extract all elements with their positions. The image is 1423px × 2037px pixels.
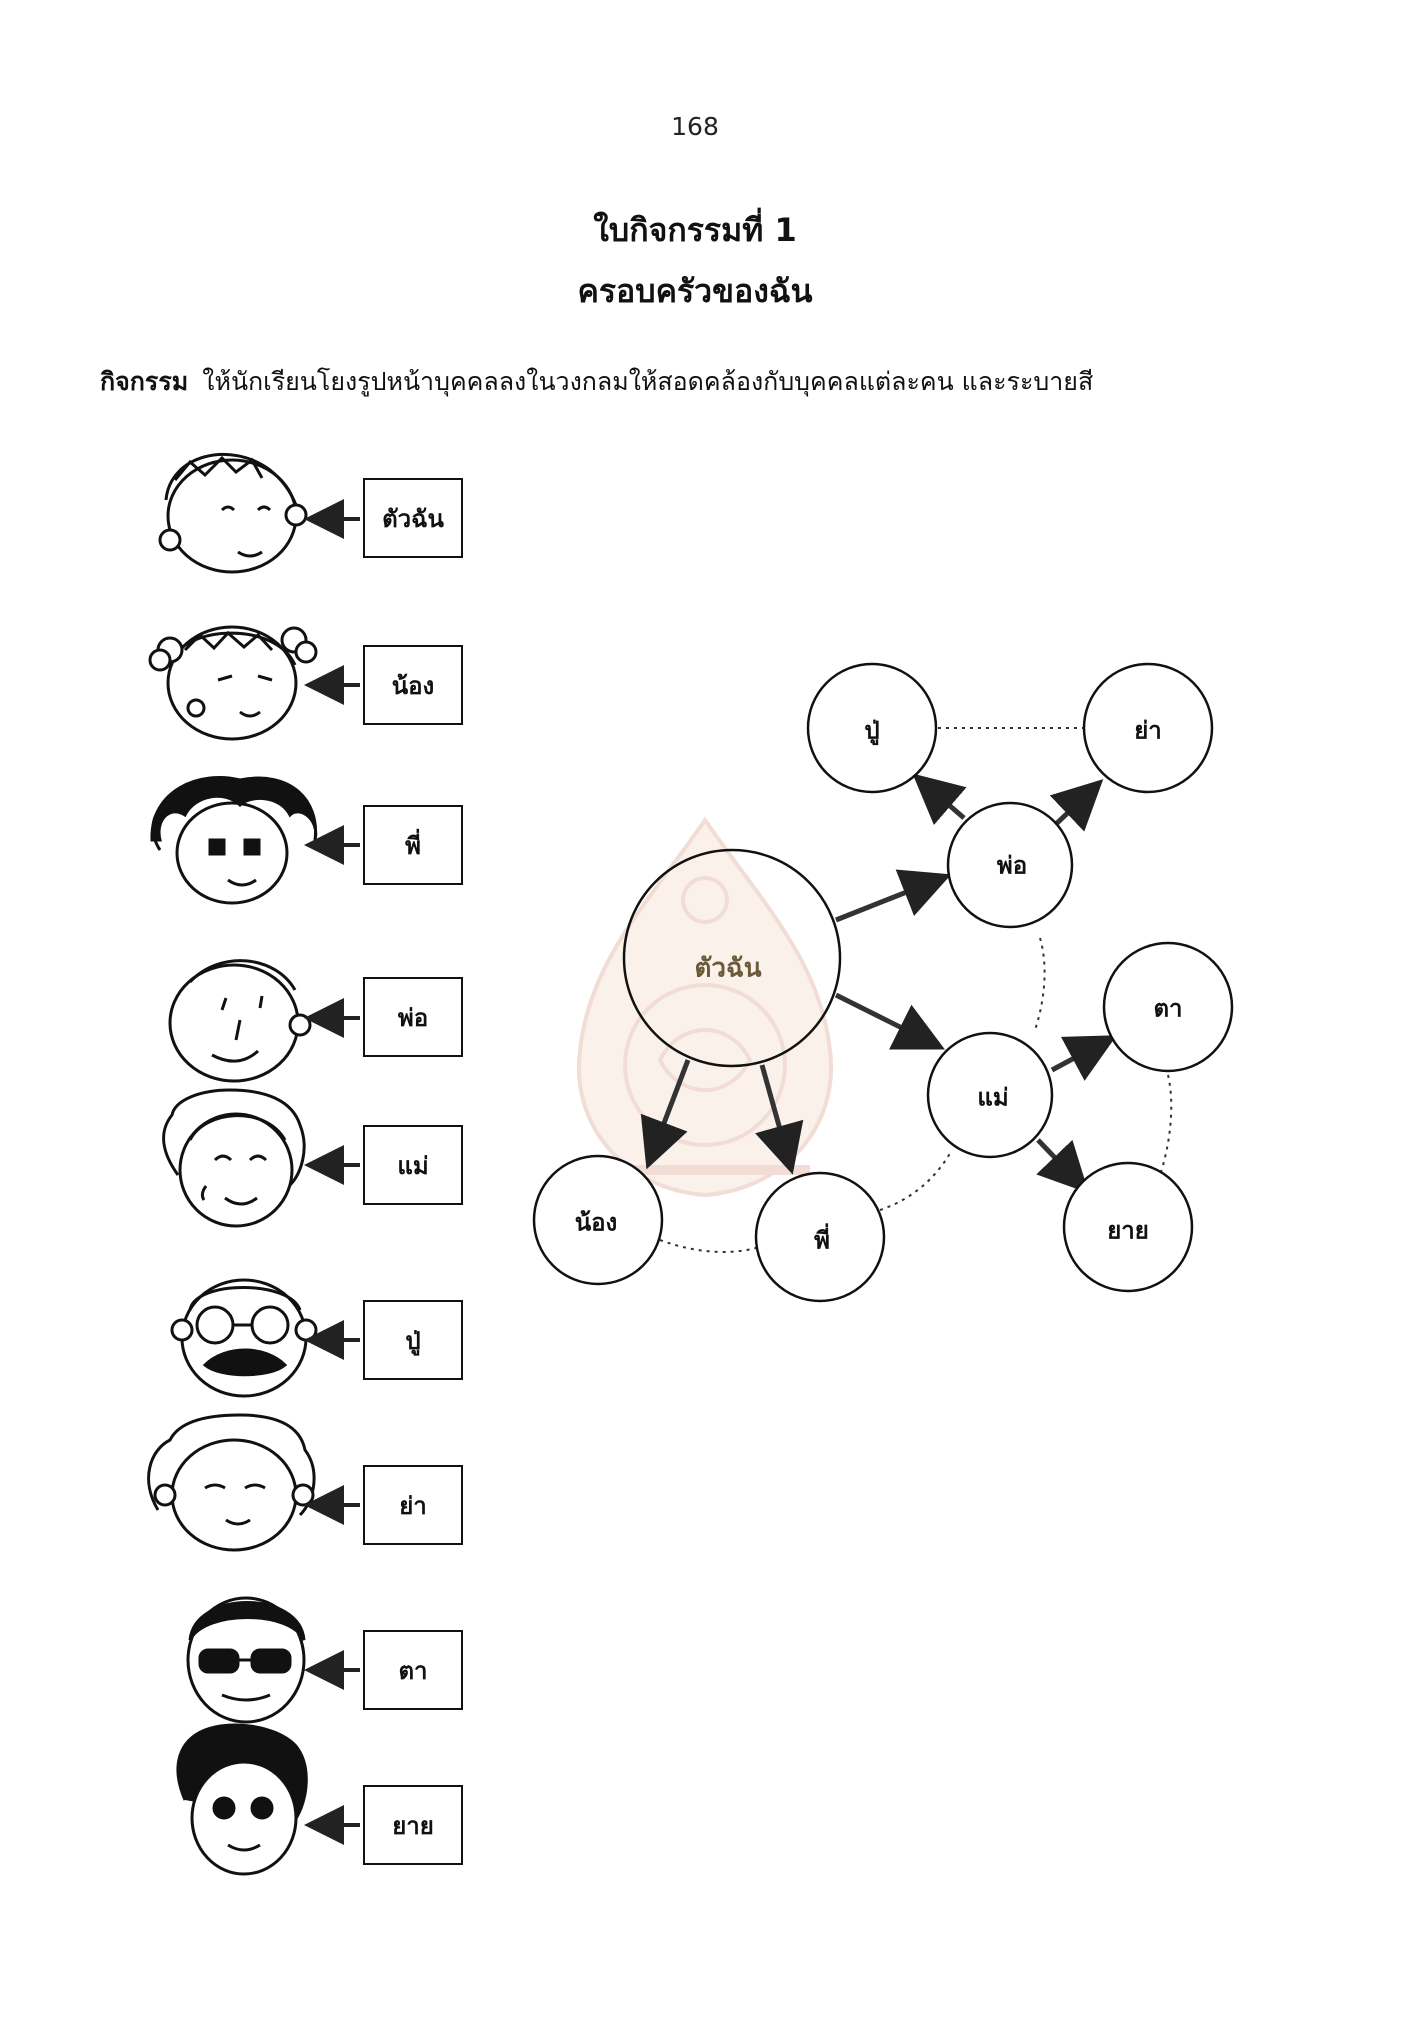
label-box-paternal-grandfather: ปู่ <box>363 1300 463 1380</box>
node-label-maternal-grandfather: ตา <box>1153 994 1183 1023</box>
face-me-icon <box>160 454 306 572</box>
label-box-maternal-grandmother: ยาย <box>363 1785 463 1865</box>
face-younger-sibling-icon <box>150 627 316 739</box>
label-box-older-sibling: พี่ <box>363 805 463 885</box>
node-label-maternal-grandmother: ยาย <box>1107 1216 1149 1245</box>
instruction-lead: กิจกรรม <box>100 367 189 396</box>
face-paternal-grandfather-icon <box>172 1280 316 1396</box>
watermark-emblem <box>579 820 831 1195</box>
page-number: 168 <box>671 112 719 141</box>
face-arrows <box>312 519 360 1825</box>
node-label-older-sibling: พี่ <box>814 1226 830 1255</box>
node-label-center: ตัวฉัน <box>694 953 762 984</box>
node-label-paternal-grandmother: ย่า <box>1134 716 1162 745</box>
label-box-maternal-grandfather: ตา <box>363 1630 463 1710</box>
label-box-father: พ่อ <box>363 977 463 1057</box>
node-label-younger-sibling: น้อง <box>574 1208 618 1237</box>
worksheet-title: ใบกิจกรรมที่ 1 <box>593 211 797 249</box>
instruction-text: ให้นักเรียนโยงรูปหน้าบุคคลลงในวงกลมให้สอดคล้องกับบุคคลแต่ละคน และระบายสี <box>202 367 1094 396</box>
face-maternal-grandmother-icon <box>178 1725 306 1874</box>
face-maternal-grandfather-icon <box>188 1598 304 1722</box>
worksheet-subtitle: ครอบครัวของฉัน <box>577 272 813 310</box>
face-mother-icon <box>164 1090 305 1226</box>
node-label-mother: แม่ <box>977 1083 1009 1112</box>
face-paternal-grandmother-icon <box>149 1415 314 1550</box>
label-box-paternal-grandmother: ย่า <box>363 1465 463 1545</box>
label-box-mother: แม่ <box>363 1125 463 1205</box>
label-box-me: ตัวฉัน <box>363 478 463 558</box>
node-label-father: พ่อ <box>996 851 1028 880</box>
node-label-paternal-grandfather: ปู่ <box>864 716 880 745</box>
label-box-younger-sibling: น้อง <box>363 645 463 725</box>
face-father-icon <box>170 961 310 1081</box>
face-older-sibling-icon <box>152 778 316 904</box>
